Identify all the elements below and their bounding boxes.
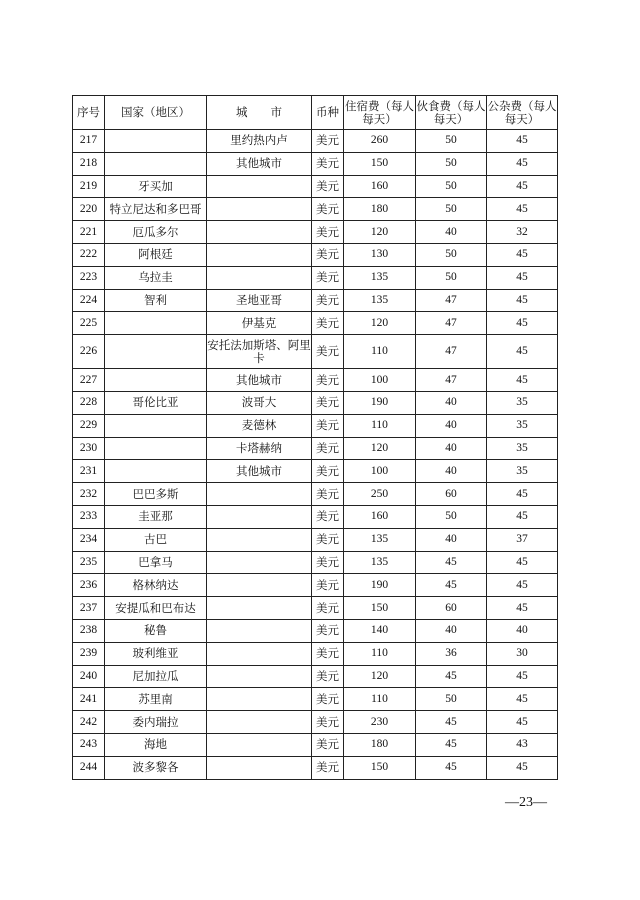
cell-lodging: 100	[344, 460, 416, 483]
cell-currency: 美元	[312, 756, 344, 779]
cell-currency: 美元	[312, 733, 344, 756]
cell-lodging: 160	[344, 505, 416, 528]
cell-misc: 45	[487, 152, 558, 175]
cell-currency: 美元	[312, 198, 344, 221]
cell-currency: 美元	[312, 483, 344, 506]
cell-country: 尼加拉瓜	[105, 665, 207, 688]
cell-city	[207, 733, 312, 756]
cell-food: 60	[416, 597, 487, 620]
cell-country	[105, 460, 207, 483]
cell-city: 其他城市	[207, 369, 312, 392]
table-row	[73, 505, 558, 528]
cell-city	[207, 619, 312, 642]
cell-no: 239	[73, 642, 105, 665]
cell-food: 50	[416, 175, 487, 198]
cell-lodging: 120	[344, 665, 416, 688]
cell-country	[105, 335, 207, 369]
cell-city	[207, 528, 312, 551]
cell-misc: 45	[487, 335, 558, 369]
table-row	[73, 551, 558, 574]
cell-country: 秘鲁	[105, 619, 207, 642]
cell-food: 50	[416, 130, 487, 153]
cell-food: 36	[416, 642, 487, 665]
cell-misc: 45	[487, 688, 558, 711]
cell-country	[105, 437, 207, 460]
cell-food: 47	[416, 289, 487, 312]
cell-country	[105, 414, 207, 437]
cell-city	[207, 597, 312, 620]
cell-city: 其他城市	[207, 460, 312, 483]
cell-misc: 45	[487, 711, 558, 734]
cell-food: 47	[416, 369, 487, 392]
header-city: 城 市	[207, 96, 312, 130]
cell-currency: 美元	[312, 551, 344, 574]
cell-city	[207, 711, 312, 734]
cell-misc: 32	[487, 221, 558, 244]
cell-country: 圭亚那	[105, 505, 207, 528]
cell-city	[207, 551, 312, 574]
cell-city	[207, 505, 312, 528]
cell-lodging: 160	[344, 175, 416, 198]
cell-no: 219	[73, 175, 105, 198]
cell-no: 229	[73, 414, 105, 437]
cell-lodging: 135	[344, 289, 416, 312]
cell-currency: 美元	[312, 130, 344, 153]
table-row	[73, 221, 558, 244]
cell-country: 格林纳达	[105, 574, 207, 597]
cell-country: 巴巴多斯	[105, 483, 207, 506]
cell-misc: 37	[487, 528, 558, 551]
cell-no: 235	[73, 551, 105, 574]
table-body	[73, 130, 558, 780]
cell-country	[105, 369, 207, 392]
cell-currency: 美元	[312, 414, 344, 437]
cell-misc: 45	[487, 574, 558, 597]
table-row	[73, 642, 558, 665]
cell-no: 241	[73, 688, 105, 711]
table-row	[73, 391, 558, 414]
cell-currency: 美元	[312, 391, 344, 414]
cell-misc: 45	[487, 505, 558, 528]
cell-lodging: 110	[344, 414, 416, 437]
cell-food: 50	[416, 198, 487, 221]
table-header-row	[73, 96, 558, 130]
cell-no: 221	[73, 221, 105, 244]
cell-food: 47	[416, 312, 487, 335]
cell-no: 222	[73, 243, 105, 266]
cell-food: 50	[416, 688, 487, 711]
cell-food: 60	[416, 483, 487, 506]
cell-lodging: 110	[344, 642, 416, 665]
header-currency: 币种	[312, 96, 344, 130]
cell-city: 圣地亚哥	[207, 289, 312, 312]
cell-country: 乌拉圭	[105, 266, 207, 289]
cell-no: 227	[73, 369, 105, 392]
cell-misc: 43	[487, 733, 558, 756]
cell-currency: 美元	[312, 528, 344, 551]
cell-city	[207, 574, 312, 597]
cell-lodging: 120	[344, 437, 416, 460]
cell-currency: 美元	[312, 619, 344, 642]
cell-lodging: 150	[344, 152, 416, 175]
cell-currency: 美元	[312, 505, 344, 528]
cell-no: 232	[73, 483, 105, 506]
cell-currency: 美元	[312, 335, 344, 369]
cell-food: 40	[416, 221, 487, 244]
cell-lodging: 230	[344, 711, 416, 734]
cell-food: 50	[416, 243, 487, 266]
cell-currency: 美元	[312, 665, 344, 688]
cell-country: 巴拿马	[105, 551, 207, 574]
cell-food: 45	[416, 711, 487, 734]
cell-food: 45	[416, 574, 487, 597]
cell-food: 40	[416, 460, 487, 483]
cell-currency: 美元	[312, 221, 344, 244]
cell-misc: 35	[487, 414, 558, 437]
cell-no: 226	[73, 335, 105, 369]
cell-lodging: 150	[344, 597, 416, 620]
table-row	[73, 130, 558, 153]
cell-no: 240	[73, 665, 105, 688]
cell-currency: 美元	[312, 574, 344, 597]
cell-no: 234	[73, 528, 105, 551]
cell-food: 47	[416, 335, 487, 369]
cell-city	[207, 756, 312, 779]
cell-misc: 45	[487, 266, 558, 289]
cell-lodging: 110	[344, 335, 416, 369]
table-row	[73, 266, 558, 289]
table-row	[73, 460, 558, 483]
cell-country: 厄瓜多尔	[105, 221, 207, 244]
table-row	[73, 619, 558, 642]
cell-lodging: 120	[344, 312, 416, 335]
table-row	[73, 369, 558, 392]
cell-no: 225	[73, 312, 105, 335]
table-row	[73, 688, 558, 711]
cell-currency: 美元	[312, 243, 344, 266]
cell-city: 里约热内卢	[207, 130, 312, 153]
table-row	[73, 312, 558, 335]
cell-country: 牙买加	[105, 175, 207, 198]
cell-country: 智利	[105, 289, 207, 312]
cell-food: 40	[416, 528, 487, 551]
cell-lodging: 260	[344, 130, 416, 153]
cell-currency: 美元	[312, 266, 344, 289]
cell-no: 236	[73, 574, 105, 597]
table-row	[73, 665, 558, 688]
cell-no: 228	[73, 391, 105, 414]
header-food: 伙食费（每人每天）	[416, 96, 487, 130]
cell-lodging: 190	[344, 574, 416, 597]
table-row	[73, 243, 558, 266]
cell-country: 玻利维亚	[105, 642, 207, 665]
cell-misc: 45	[487, 551, 558, 574]
cell-no: 224	[73, 289, 105, 312]
table-row	[73, 335, 558, 369]
cell-city: 波哥大	[207, 391, 312, 414]
cell-city	[207, 665, 312, 688]
cell-no: 218	[73, 152, 105, 175]
cell-no: 220	[73, 198, 105, 221]
table-row	[73, 528, 558, 551]
cell-food: 45	[416, 756, 487, 779]
table-row	[73, 483, 558, 506]
cell-city	[207, 688, 312, 711]
cell-misc: 45	[487, 756, 558, 779]
cell-country: 海地	[105, 733, 207, 756]
cell-lodging: 150	[344, 756, 416, 779]
cell-no: 223	[73, 266, 105, 289]
cell-city	[207, 198, 312, 221]
table-row	[73, 756, 558, 779]
cell-lodging: 180	[344, 733, 416, 756]
cell-country: 古巴	[105, 528, 207, 551]
cell-currency: 美元	[312, 711, 344, 734]
cell-no: 238	[73, 619, 105, 642]
table-row	[73, 289, 558, 312]
cell-currency: 美元	[312, 312, 344, 335]
cell-currency: 美元	[312, 289, 344, 312]
table-row	[73, 711, 558, 734]
cell-currency: 美元	[312, 642, 344, 665]
cell-currency: 美元	[312, 437, 344, 460]
cell-misc: 45	[487, 289, 558, 312]
cell-no: 237	[73, 597, 105, 620]
cell-misc: 40	[487, 619, 558, 642]
cell-lodging: 135	[344, 266, 416, 289]
cell-city	[207, 221, 312, 244]
cell-food: 40	[416, 619, 487, 642]
cell-city: 卡塔赫纳	[207, 437, 312, 460]
cell-misc: 35	[487, 460, 558, 483]
cell-country: 委内瑞拉	[105, 711, 207, 734]
cell-city	[207, 175, 312, 198]
expense-standard-table	[72, 95, 558, 780]
cell-city: 伊基克	[207, 312, 312, 335]
cell-currency: 美元	[312, 175, 344, 198]
cell-country	[105, 312, 207, 335]
cell-country: 苏里南	[105, 688, 207, 711]
cell-country: 阿根廷	[105, 243, 207, 266]
cell-misc: 45	[487, 198, 558, 221]
cell-misc: 30	[487, 642, 558, 665]
cell-city	[207, 266, 312, 289]
cell-city: 安托法加斯塔、阿里卡	[207, 335, 312, 369]
table-row	[73, 175, 558, 198]
cell-food: 40	[416, 414, 487, 437]
table-row	[73, 198, 558, 221]
cell-country: 安提瓜和巴布达	[105, 597, 207, 620]
cell-food: 50	[416, 152, 487, 175]
cell-no: 231	[73, 460, 105, 483]
cell-currency: 美元	[312, 152, 344, 175]
table-row	[73, 152, 558, 175]
cell-food: 40	[416, 391, 487, 414]
cell-misc: 45	[487, 312, 558, 335]
cell-city	[207, 642, 312, 665]
cell-misc: 45	[487, 597, 558, 620]
table-row	[73, 597, 558, 620]
cell-lodging: 100	[344, 369, 416, 392]
cell-lodging: 120	[344, 221, 416, 244]
cell-no: 233	[73, 505, 105, 528]
page-number: —23—	[505, 795, 547, 810]
cell-lodging: 190	[344, 391, 416, 414]
cell-country	[105, 152, 207, 175]
header-country: 国家（地区）	[105, 96, 207, 130]
cell-lodging: 250	[344, 483, 416, 506]
cell-misc: 45	[487, 665, 558, 688]
cell-lodging: 140	[344, 619, 416, 642]
cell-misc: 35	[487, 391, 558, 414]
table-row	[73, 733, 558, 756]
cell-food: 45	[416, 733, 487, 756]
header-no: 序号	[73, 96, 105, 130]
cell-lodging: 110	[344, 688, 416, 711]
table-row	[73, 437, 558, 460]
cell-lodging: 130	[344, 243, 416, 266]
cell-food: 45	[416, 551, 487, 574]
cell-no: 244	[73, 756, 105, 779]
cell-city	[207, 483, 312, 506]
cell-misc: 45	[487, 130, 558, 153]
table-row	[73, 414, 558, 437]
cell-country: 哥伦比亚	[105, 391, 207, 414]
cell-city: 其他城市	[207, 152, 312, 175]
cell-lodging: 180	[344, 198, 416, 221]
cell-lodging: 135	[344, 528, 416, 551]
cell-food: 50	[416, 266, 487, 289]
header-lodging: 住宿费（每人每天）	[344, 96, 416, 130]
cell-no: 243	[73, 733, 105, 756]
table-row	[73, 574, 558, 597]
cell-misc: 35	[487, 437, 558, 460]
cell-currency: 美元	[312, 460, 344, 483]
cell-no: 217	[73, 130, 105, 153]
cell-no: 242	[73, 711, 105, 734]
cell-country: 特立尼达和多巴哥	[105, 198, 207, 221]
cell-misc: 45	[487, 483, 558, 506]
cell-food: 50	[416, 505, 487, 528]
cell-no: 230	[73, 437, 105, 460]
cell-city: 麦德林	[207, 414, 312, 437]
cell-misc: 45	[487, 243, 558, 266]
cell-currency: 美元	[312, 688, 344, 711]
cell-food: 40	[416, 437, 487, 460]
cell-misc: 45	[487, 175, 558, 198]
cell-currency: 美元	[312, 597, 344, 620]
cell-misc: 45	[487, 369, 558, 392]
cell-country: 波多黎各	[105, 756, 207, 779]
cell-currency: 美元	[312, 369, 344, 392]
cell-city	[207, 243, 312, 266]
cell-food: 45	[416, 665, 487, 688]
cell-country	[105, 130, 207, 153]
header-misc: 公杂费（每人每天）	[487, 96, 558, 130]
cell-lodging: 135	[344, 551, 416, 574]
